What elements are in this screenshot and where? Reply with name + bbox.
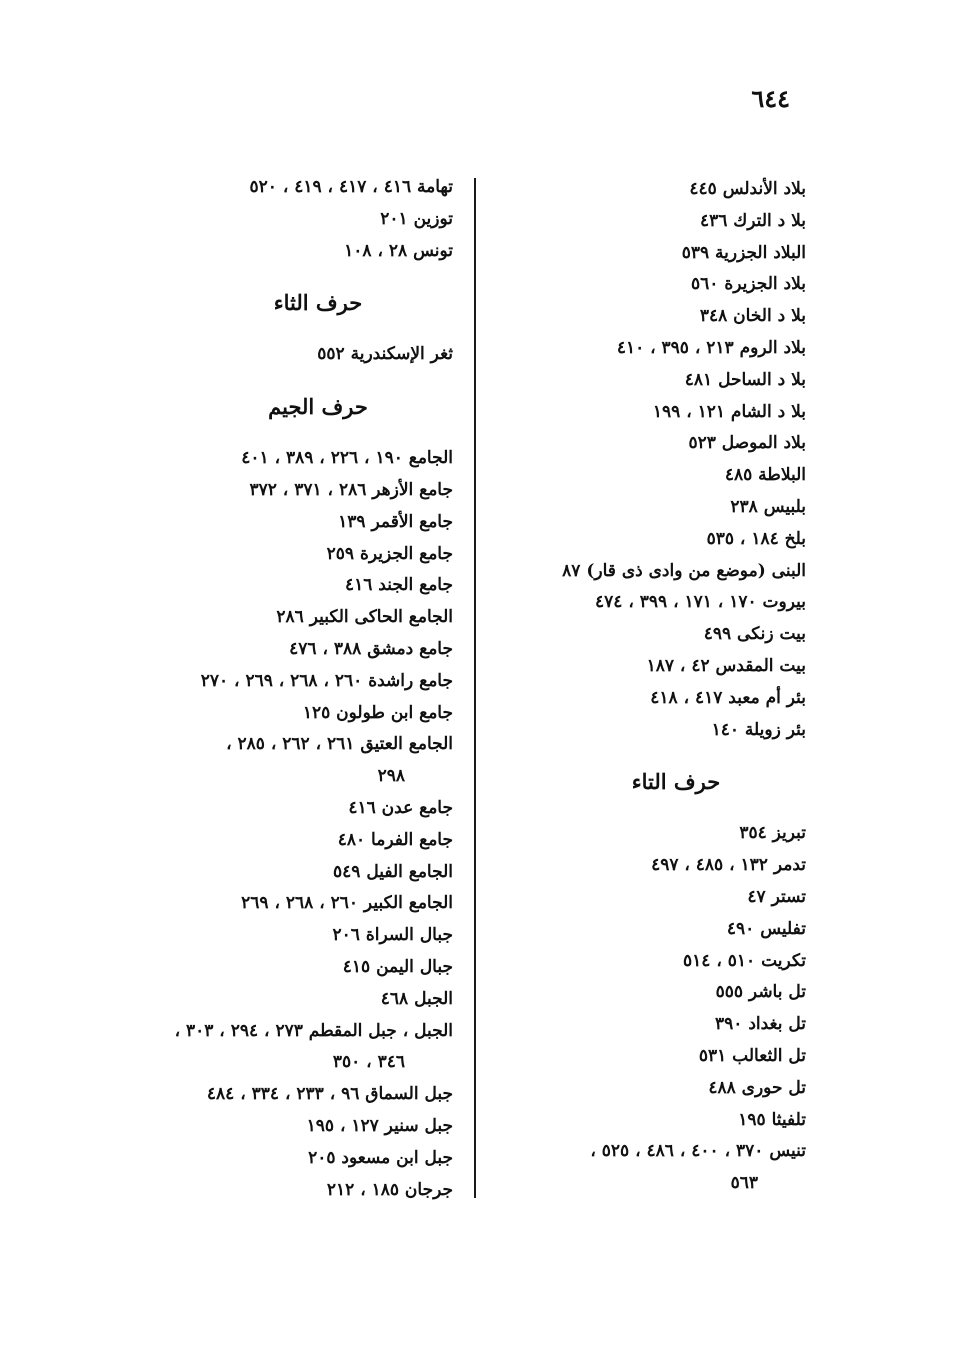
index-entry: بلا د الخان ٣٤٨ [699,306,806,327]
index-entry: تستر ٤٧ [747,886,806,907]
index-entry: بلبيس ٢٣٨ [730,496,806,517]
index-entry: ثغر الإسكندرية ٥٥٢ [317,344,453,365]
index-entry: جامع الفرما ٤٨٠ [337,829,453,850]
index-entry: البلاطة ٤٨٥ [724,465,806,486]
index-entry: جامع دمشق ٣٨٨ ، ٤٧٦ [289,638,453,659]
entry-list-jim [83,443,453,1206]
index-column-right [486,174,806,1200]
index-entry: بيت زنكى ٤٩٩ [703,624,806,645]
page-number: ٦٤٤ [751,84,790,113]
section-heading-jim: حرف الجيم [268,394,368,420]
index-entry: تدمر ١٣٢ ، ٤٨٥ ، ٤٩٧ [651,855,806,876]
index-entry: جامع راشدة ٢٦٠ ، ٢٦٨ ، ٢٦٩ ، ٢٧٠ [200,670,453,691]
index-entry: تلفيثا ١٩٥ [738,1109,806,1130]
index-entry: الجامع الكبير ٢٦٠ ، ٢٦٨ ، ٢٦٩ [241,893,453,914]
index-entry: تل بغداد ٣٩٠ [715,1014,806,1035]
index-entry: بلخ ١٨٤ ، ٥٣٥ [706,528,806,549]
index-entry: البلاد الجزرية ٥٣٩ [681,242,806,263]
index-entry: تل حورى ٤٨٨ [708,1077,806,1098]
index-entry: بلا د الشام ١٢١ ، ١٩٩ [652,401,806,422]
index-entry: الجامع الحاكى الكبير ٢٨٦ [276,607,453,628]
entry-list-ba [486,174,806,746]
index-entry: بلاد الأندلس ٤٤٥ [689,179,806,199]
index-entry: البنى (موضع من وادى ذى قار) ٨٧ [562,560,806,581]
index-entry: جامع ابن طولون ١٢٥ [302,702,453,723]
index-entry: بيت المقدس ٤٢ ، ١٨٧ [646,655,806,676]
index-entry: بلاد الروم ٢١٣ ، ٣٩٥ ، ٤١٠ [616,337,806,358]
index-entry: تبريز ٣٥٤ [739,823,806,844]
index-entry: جامع عدن ٤١٦ [348,797,453,818]
index-entry: تنيس ٣٧٠ ، ٤٠٠ ، ٤٨٦ ، ٥٢٥ ، [590,1141,806,1162]
index-entry: تونس ٢٨ ، ١٠٨ [344,240,453,261]
index-entry-continuation: ٥٦٣ [730,1173,758,1194]
index-entry: جبال اليمن ٤١٥ [342,956,453,977]
index-entry: جرجان ١٨٥ ، ٢١٢ [326,1179,453,1200]
index-entry: جامع الجند ٤١٦ [344,575,453,596]
index-entry: بئر أم معبد ٤١٧ ، ٤١٨ [650,687,806,708]
index-entry: بيروت ١٧٠ ، ١٧١ ، ٣٩٩ ، ٤٧٤ [595,592,806,613]
section-heading-tha: حرف الثاء [273,290,363,316]
index-entry: بئر زويلة ١٤٠ [711,719,806,740]
index-entry: الجامع ١٩٠ ، ٢٢٦ ، ٣٨٩ ، ٤٠١ [241,448,453,469]
section-heading-ta: حرف التاء [631,769,721,795]
index-entry: جامع الأقمر ١٣٩ [338,511,453,532]
index-entry: بلاد الجزيرة ٥٦٠ [691,274,806,295]
index-entry: تفليس ٤٩٠ [726,918,806,939]
index-entry-continuation: ٢٩٨ [377,766,405,787]
index-entry: جامع الجزيرة ٢٥٩ [326,543,453,564]
index-entry: جبل سنير ١٢٧ ، ١٩٥ [306,1115,453,1136]
index-entry: الجبل ، جبل المقطم ٢٧٣ ، ٢٩٤ ، ٣٠٣ ، [174,1020,453,1041]
index-entry: بلاد الموصل ٥٢٣ [688,433,806,454]
index-entry: جبال السراة ٢٠٦ [332,925,453,946]
index-entry: بلا د الترك ٤٣٦ [699,210,806,231]
entry-list-tha [83,339,453,371]
index-entry: توزين ٢٠١ [380,208,453,229]
index-entry: تل باشر ٥٥٥ [715,982,806,1003]
index-entry-continuation: ٣٤٦ ، ٣٥٠ [332,1052,405,1073]
index-entry: تل الثعالب ٥٣١ [698,1045,806,1066]
column-divider [474,178,476,1198]
index-entry: الجامع العتيق ٢٦١ ، ٢٦٢ ، ٢٨٥ ، [226,734,453,755]
index-entry: جبل السماق ٩٦ ، ٢٣٣ ، ٣٣٤ ، ٤٨٤ [206,1084,453,1105]
index-column-left [83,172,453,1206]
index-entry: بلا د الساحل ٤٨١ [684,369,806,390]
index-entry: تهامة ٤١٦ ، ٤١٧ ، ٤١٩ ، ٥٢٠ [249,177,453,197]
index-entry: تكريت ٥١٠ ، ٥١٤ [683,950,806,971]
entry-list-ta-cont [83,172,453,267]
index-entry: الجبل ٤٦٨ [380,988,453,1009]
entry-list-ta [486,818,806,1200]
index-entry: جامع الأزهر ٢٨٦ ، ٣٧١ ، ٣٧٢ [249,479,453,500]
index-entry: جبل ابن مسعود ٢٠٥ [308,1147,453,1168]
index-entry: الجامع الفيل ٥٤٩ [333,861,453,882]
